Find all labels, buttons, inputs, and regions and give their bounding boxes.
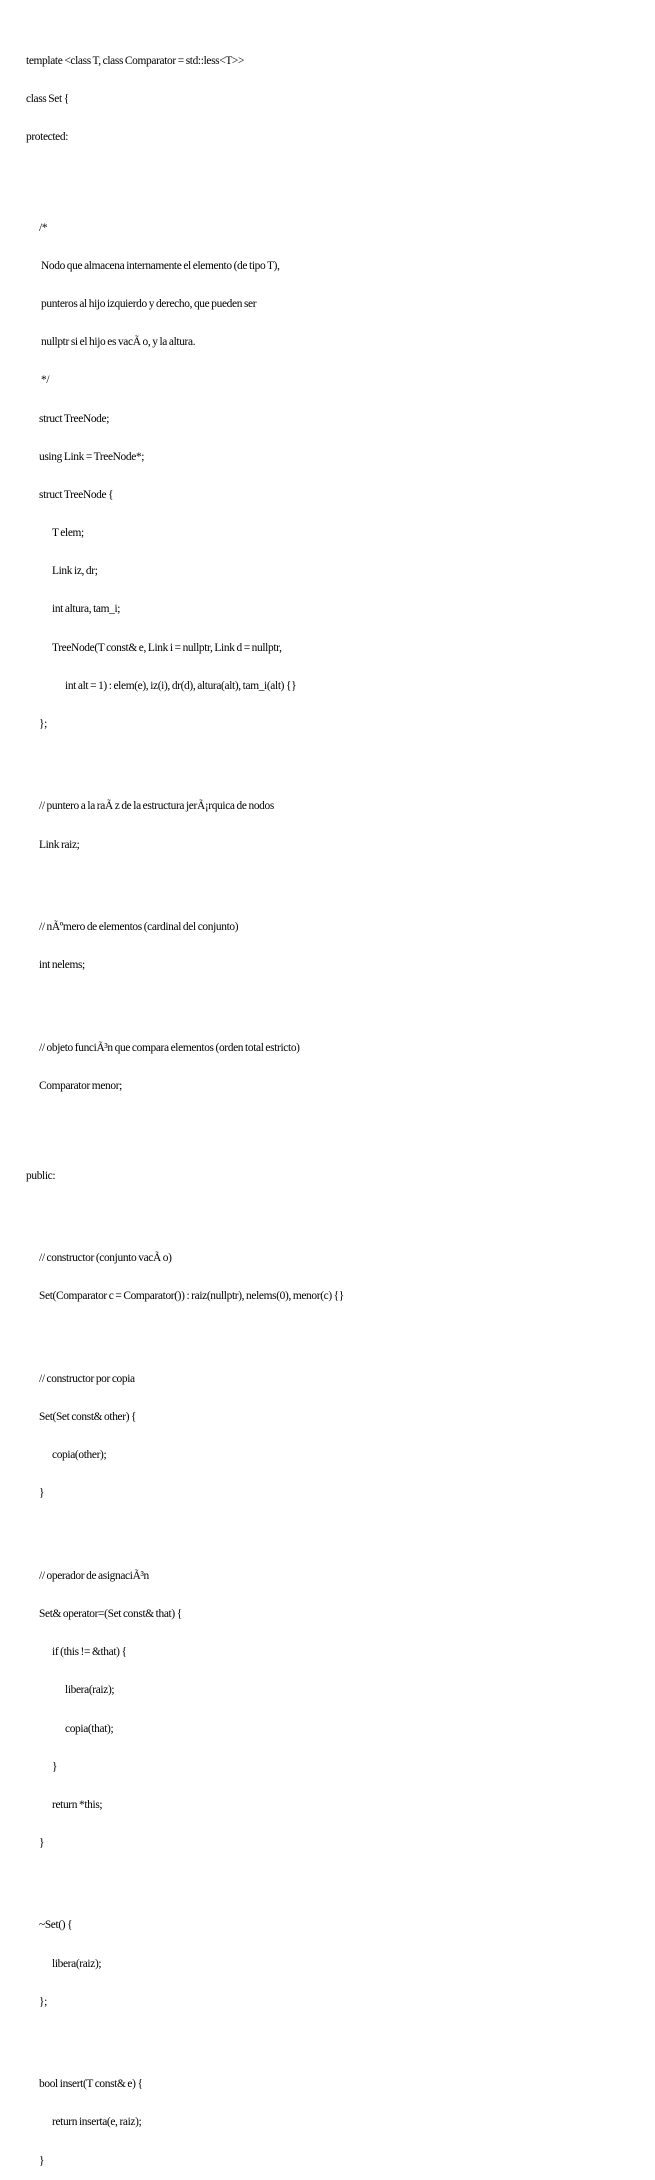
code-line: libera(raiz); bbox=[52, 1957, 102, 1970]
code-line: int altura, tam_i; bbox=[52, 603, 121, 616]
comment-line: // operador de asignaciÃ³n bbox=[39, 1569, 149, 1582]
code-line: using Link = TreeNode*; bbox=[39, 450, 145, 463]
code-line: }; bbox=[39, 718, 47, 730]
code-line: libera(raiz); bbox=[65, 1684, 115, 1697]
code-line: copia(that); bbox=[65, 1722, 114, 1735]
code-line: ~Set() { bbox=[39, 1919, 73, 1932]
comment-line: punteros al hijo izquierdo y derecho, que pueden ser bbox=[41, 297, 257, 310]
protected-label: protected: bbox=[26, 131, 69, 144]
code-line: return inserta(e, raiz); bbox=[52, 2116, 142, 2129]
code-line: }; bbox=[39, 1995, 47, 2008]
code-line: struct TreeNode { bbox=[39, 488, 114, 501]
code-line: bool insert(T const& e) { bbox=[39, 2078, 143, 2091]
code-line: int nelems; bbox=[39, 959, 85, 972]
code-line: T elem; bbox=[52, 527, 84, 540]
comment-line: // constructor (conjunto vacÃ o) bbox=[39, 1252, 172, 1265]
comment-line: Nodo que almacena internamente el elemento (de tipo T), bbox=[41, 259, 280, 272]
code-listing bbox=[26, 30, 646, 2180]
code-line: return *this; bbox=[52, 1798, 103, 1811]
code-line: } bbox=[39, 2154, 45, 2167]
comment-line: // constructor por copia bbox=[39, 1372, 135, 1385]
code-line: } bbox=[39, 1837, 45, 1850]
comment-line: // objeto funciÃ³n que compara elementos (orden total estricto) bbox=[39, 1041, 300, 1054]
code-line: int alt = 1) : elem(e), iz(i), dr(d), altura(alt), tam_i(alt) {} bbox=[65, 679, 297, 692]
template-line: template <class T, class Comparator = std::less<T>> bbox=[26, 55, 245, 67]
code-line: if (this != &that) { bbox=[52, 1646, 127, 1659]
code-line: TreeNode(T const& e, Link i = nullptr, Link d = nullptr, bbox=[52, 641, 282, 654]
code-line: Set& operator=(Set const& that) { bbox=[39, 1607, 182, 1620]
comment-line: // nÃºmero de elementos (cardinal del conjunto) bbox=[39, 920, 239, 933]
code-line: Set(Set const& other) { bbox=[39, 1411, 137, 1423]
code-line: } bbox=[52, 1760, 58, 1773]
comment-close: */ bbox=[41, 374, 50, 387]
code-line: } bbox=[39, 1487, 45, 1500]
comment-line: // puntero a la raÃ z de la estructura jerÃ¡rquica de nodos bbox=[39, 800, 274, 813]
code-line: Link raiz; bbox=[39, 838, 80, 851]
code-line: copia(other); bbox=[52, 1449, 107, 1462]
class-line: class Set { bbox=[26, 93, 69, 106]
public-label: public: bbox=[26, 1169, 56, 1182]
code-line: Comparator menor; bbox=[39, 1079, 122, 1092]
code-line: Link iz, dr; bbox=[52, 565, 98, 578]
code-line: struct TreeNode; bbox=[39, 412, 110, 425]
comment-open: /* bbox=[39, 221, 48, 234]
comment-line: nullptr si el hijo es vacÃ o, y la altura. bbox=[41, 336, 196, 349]
code-line: Set(Comparator c = Comparator()) : raiz(nullptr), nelems(0), menor(c) {} bbox=[39, 1290, 344, 1303]
